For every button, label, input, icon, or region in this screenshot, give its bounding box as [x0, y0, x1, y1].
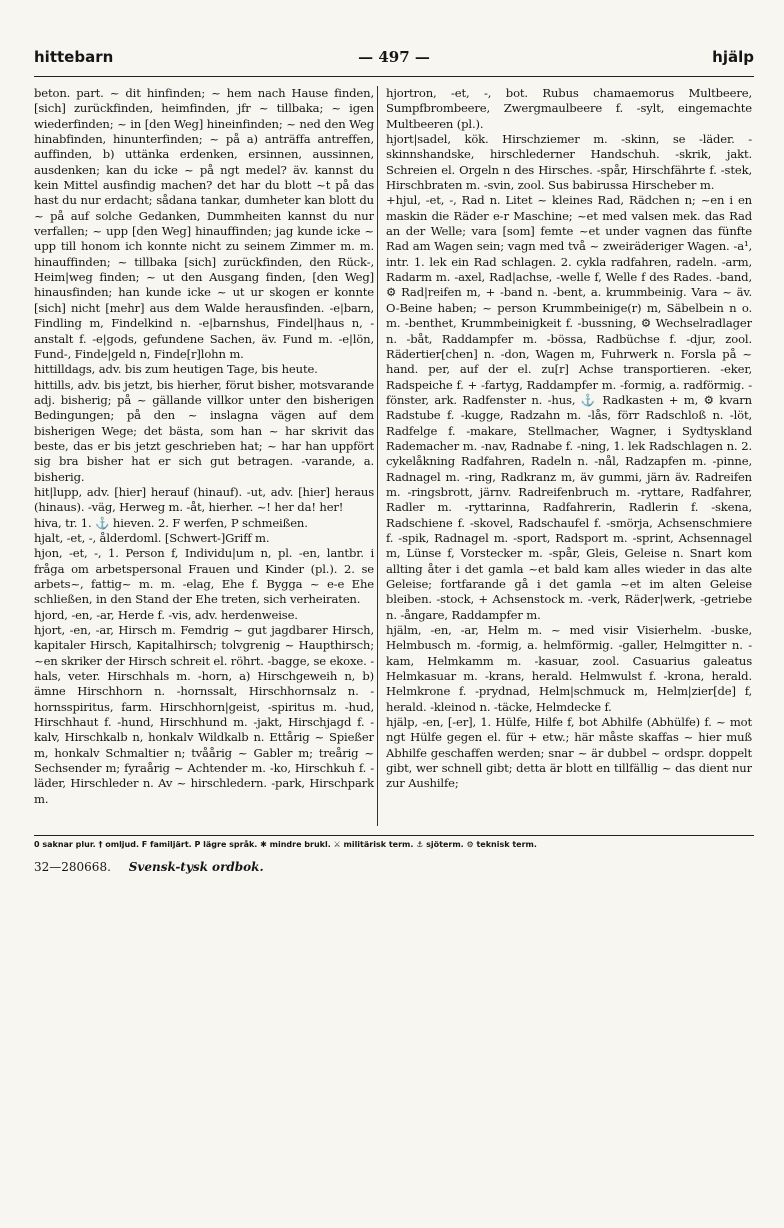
entry-hitta-continuation: beton. part. ~ dit hinfinden; ~ hem nach Hause finden, [sich] zurückfinden, heimfinden, jfr ~ tillbaka; ~ igen wiederfinden; ~ in [den Weg] hineinfinden; ~ ned den Weg hinabfinden, hinunterfinden; ~ på a) anträffa antreffen, auffinden, b) uttänka erdenken, ersinnen, aussinnen, ausdenken; kan du icke ~ på ngt medel? äv. kannst du kein Mittel ausfindig machen? det har du blott ~t på das hast du nur erdacht; sådana tankar, dumheter kan blott du ~ på auf solche Gedanken, Dummheiten kannst du nur verfallen; ~ upp [den Weg] hinauffinden; jag kunde icke ~ upp till honom ich konnte nicht zu seinem Zimmer m. m. hinauffinden; ~ tillbaka [sich] zurückfinden, den Rück-, Heim|weg finden; ~ ut den Ausgang finden, [den Weg] hinausfinden; han kunde icke ~ ut ur skogen er konnte [sich] nicht [mehr] aus dem Walde herausfinden. -e|barn, Findling m, Findelkind n. -e|barnshus, Findel|haus n, -anstalt f. -e|gods, gefundene Sachen, äv. Fund m. -e|lön, Fund-, Finde|geld n, Finde[r]lohn m. [34, 86, 374, 361]
entry-hjortron: hjortron, -et, -, bot. Rubus chamaemorus Multbeere, Sumpfbrombeere, Zwergmaulbeere f. -sylt, eingemachte Multbeeren (pl.). [386, 86, 752, 131]
entry-hjalm: hjälm, -en, -ar, Helm m. ~ med visir Visierhelm. -buske, Helmbusch m. -formig, a. helmförmig. -galler, Helmgitter n. -kam, Helmkamm m. -kasuar, zool. Casuarius galeatus Helmkasuar m. -krans, herald. Helmwulst f. -krona, herald. Helmkrone f. -prydnad, Helm|schmuck m, Helm|zier[de] f, herald. -kleinod n. -täcke, Helmdecke f. [386, 623, 752, 714]
entry-hitupp: hit|lupp, adv. [hier] herauf (hinauf). -ut, adv. [hier] heraus (hinaus). -väg, Herweg m. -åt, hierher. ~! her da! her! [34, 484, 374, 515]
entry-hjord: hjord, -en, -ar, Herde f. -vis, adv. herdenweise. [34, 607, 298, 622]
header-guide-word-left: hittebarn [34, 48, 114, 66]
column-divider [377, 86, 378, 826]
book-title: Svensk-tysk ordbok. [128, 860, 264, 874]
print-info [34, 860, 264, 874]
right-column [386, 86, 752, 826]
footer-rule [34, 835, 754, 836]
page-number: — 497 — [358, 48, 430, 66]
entry-hiva: hiva, tr. 1. ⚓ hieven. 2. F werfen, P schmeißen. [34, 515, 308, 530]
left-column [34, 86, 374, 826]
entry-hjortsadel: hjort|sadel, kök. Hirschziemer m. -skinn, se -läder. -skinnshandske, hirschlederner Handschuh. -skrik, jakt. Schreien el. Orgeln n des Hirsches. -spår, Hirschfährte f. -stek, Hirschbraten m. -svin, zool. Sus babirussa Hirscheber m. [386, 132, 752, 193]
page-header [34, 48, 754, 72]
entry-hjort: hjort, -en, -ar, Hirsch m. Femdrig ~ gut jagdbarer Hirsch, kapitaler Hirsch, Kapitalhirsch; tolvgrenig ~ Haupthirsch; ~en skriker der Hirsch schreit el. röhrt. -bagge, se ekoxe. -hals, veter. Hirschhals m. -horn, a) Hirschgeweih n, b) ämne Hirschhorn n. -hornssalt, Hirschhornsalz n. -hornsspiritus, farm. Hirschhorn|geist, -spiritus m. -hud, Hirschhaut f. -hund, Hirschhund m. -jakt, Hirschjagd f. -kalv, Hirschkalb n, honkalv Wildkalb n. Ettårig ~ Spießer m, honkalv Schmaltier n; tvåårig ~ Gabler m; treårig ~ Sechsender m; fyraårig ~ Achtender m. -ko, Hirschkuh f. -läder, Hirschleder n. Av ~ hirschledern. -park, Hirschpark m. [34, 623, 374, 806]
header-guide-word-right: hjälp [712, 48, 754, 66]
abbreviation-legend: 0 saknar plur. † omljud. F familjärt. P lägre språk. ✱ mindre brukl. ⚔ militärisk term. ⚓ sjöterm. ⚙ teknisk term. [34, 840, 537, 849]
print-code: 32—280668. [34, 860, 111, 874]
entry-hjul: +hjul, -et, -, Rad n. Litet ~ kleines Rad, Rädchen n; ~en i en maskin die Räder e-r Maschine; ~et med valsen mek. das Rad an der Welle; vara [som] femte ~et under vagnen das fünfte Rad am Wagen sein; vagn med två ~ zweiräderiger Wagen. -a¹, intr. 1. lek ein Rad schlagen. 2. cykla radfahren, radeln. -arm, Radarm m. -axel, Rad|achse, -welle f, Welle f des Rades. -band, ⚙ Rad|reifen m, + -band n. -bent, a. krummbeinig. Vara ~ äv. O-Beine haben; ~ person Krummbeinige(r) m, Säbelbein n o. m. -benthet, Krummbeinigkeit f. -bussning, ⚙ Wechselradlager n. -båt, Raddampfer m. -bössa, Radbüchse f. -djur, zool. Rädertier[chen] n. -don, Wagen m, Fuhrwerk n. Forsla på ~ hand. per, auf der el. zu[r] Achse transportieren. -eker, Radspeiche f. + -fartyg, Raddampfer m. -formig, a. radförmig. -fönster, ark. Radfenster n. -hus, ⚓ Radkasten + m, ⚙ kvarn Radstube f. -kugge, Radzahn m. -lås, förr Radschloß n. -löt, Radfelge f. -makare, Stellmacher, Wagner, i Sydtyskland Rademacher m. -nav, Radnabe f. -ning, 1. lek Radschlagen n. 2. cykelåkning Radfahren, Radeln n. -nål, Radzapfen m. -pinne, Radnagel m. -ring, Radkranz m, äv gummi, järn äv. Radreifen m. -ringsbrott, järnv. Radreifenbruch m. -ryttare, Radfahrer, Radler m. -ryttarinna, Radfahrerin, Radlerin f. -skena, Radschiene f. -skovel, Radschaufel f. -smörja, Achsenschmiere f. -spik, Radnagel m. -sport, Radsport m. -sprint, Achsennagel m, Lünse f, Vorstecker m. -spår, Gleis, Geleise n. Snart kom allting åter i det gamla ~et bald kam alles wieder in das alte Geleise; fortfarande gå i det gamla ~et im alten Geleise bleiben. -stock, + Achsenstock m. -verk, Räder|werk, -getriebe n. -ångare, Raddampfer m. [386, 193, 752, 622]
header-rule [34, 76, 754, 77]
entry-hjalt: hjalt, -et, -, ålderdoml. [Schwert-]Griff m. [34, 530, 270, 545]
entry-hittills: hittills, adv. bis jetzt, bis hierher, förut bisher, motsvarande adj. bisherig; på ~ gällande villkor unter den bisherigen Bedingungen; på den ~ inslagna vägen auf dem bisherigen Wege; det bästa, som han ~ har skrivit das beste, das er bis jetzt geschrieben hat; ~ har han uppfört sig bra bisher hat er sich gut betragen. -varande, a. bisherig. [34, 377, 374, 484]
entry-hjalp: hjälp, -en, [-er], 1. Hülfe, Hilfe f, bot Abhilfe (Abhülfe) f. ~ mot ngt Hülfe gegen el. für + etw.; här måste skaffas ~ hier muß Abhilfe geschaffen werden; snar ~ är dubbel ~ ordspr. doppelt gibt, wer schnell gibt; detta är blott en tillfällig ~ das dient nur zur Aushilfe; [386, 715, 752, 791]
entry-hittilldags: hittilldags, adv. bis zum heutigen Tage, bis heute. [34, 362, 318, 377]
entry-hjon: hjon, -et, -, 1. Person f, Individu|um n, pl. -en, lantbr. i fråga om arbetspersonal Frauen und Kinder (pl.). 2. se arbets~, fattig~ m. m. -elag, Ehe f. Bygga ~ e-e Ehe schließen, in den Stand der Ehe treten, sich verheiraten. [34, 546, 374, 607]
